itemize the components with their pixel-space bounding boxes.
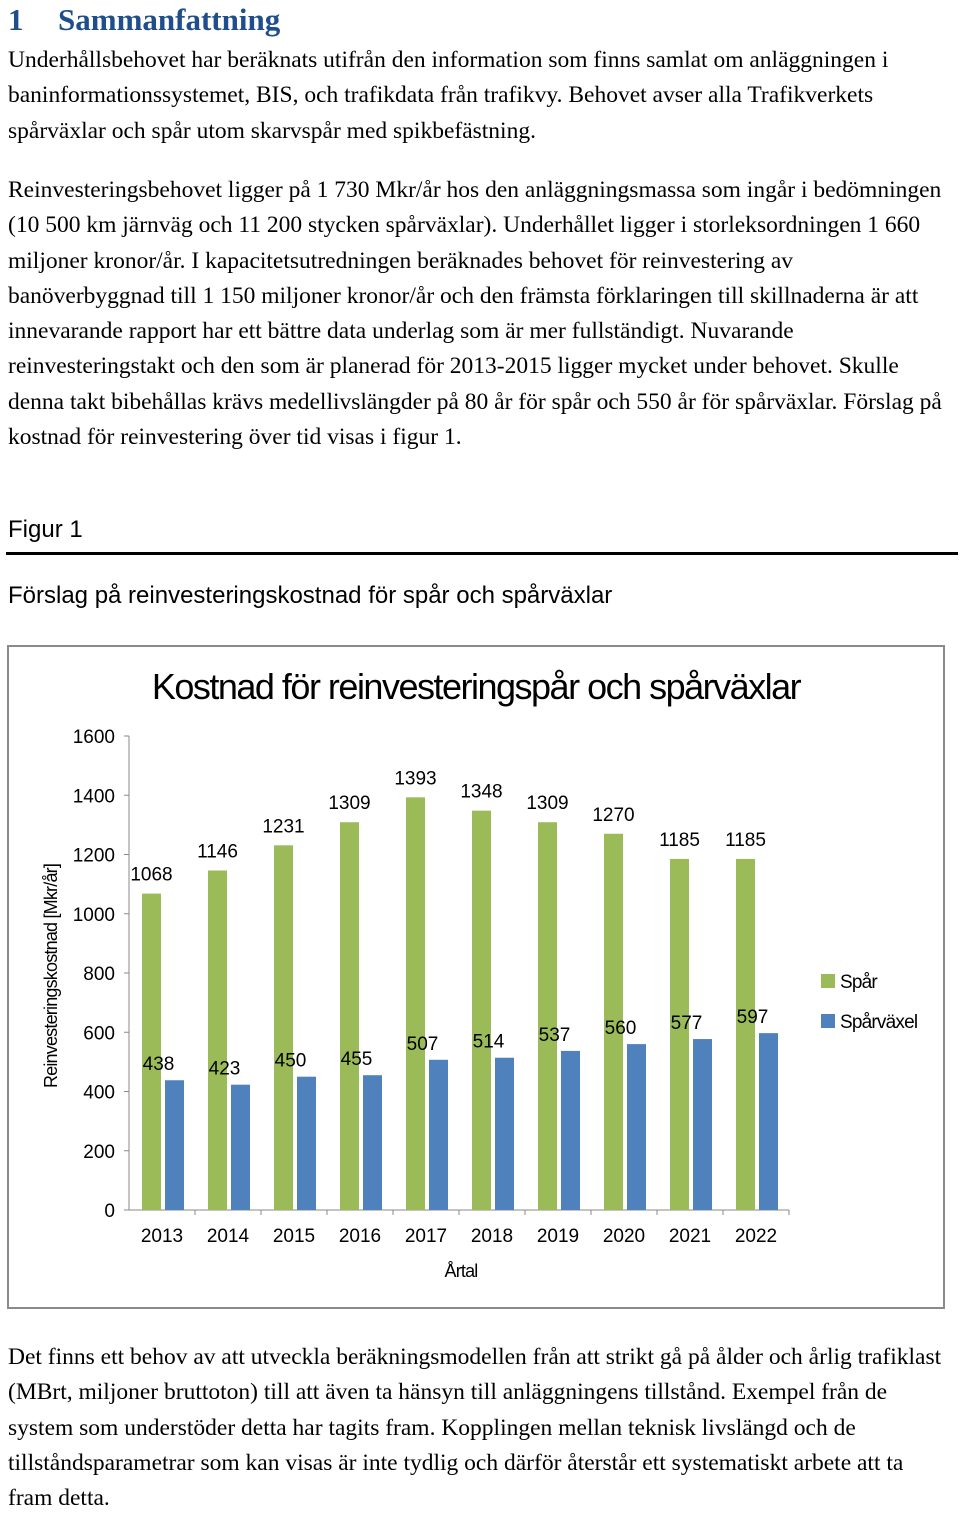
bar-chart bbox=[9, 647, 943, 1307]
y-tick-label: 1400 bbox=[72, 786, 115, 808]
legend-swatch-sparvaxel bbox=[821, 1014, 835, 1028]
bar-sparvaxel bbox=[297, 1077, 316, 1210]
x-tick-label: 2014 bbox=[206, 1226, 250, 1247]
data-label-spar: 1146 bbox=[197, 841, 238, 863]
section-title: Sammanfattning bbox=[58, 2, 281, 37]
bar-spar bbox=[208, 870, 227, 1210]
data-label-sparvaxel: 450 bbox=[274, 1050, 307, 1072]
bar-sparvaxel bbox=[759, 1033, 778, 1210]
data-label-spar: 1231 bbox=[262, 816, 305, 838]
figure-caption: Förslag på reinvesteringskostnad för spår och spårväxlar bbox=[8, 582, 613, 609]
y-tick-label: 1200 bbox=[72, 845, 115, 867]
data-label-sparvaxel: 423 bbox=[208, 1058, 241, 1080]
legend-swatch-spar bbox=[821, 974, 835, 988]
bar-sparvaxel bbox=[429, 1060, 448, 1210]
data-label-sparvaxel: 514 bbox=[472, 1031, 505, 1053]
bar-sparvaxel bbox=[495, 1058, 514, 1210]
section-number: 1 bbox=[8, 2, 24, 37]
bar-sparvaxel bbox=[165, 1080, 184, 1210]
x-tick-label: 2020 bbox=[602, 1226, 646, 1247]
bar-spar bbox=[736, 859, 755, 1210]
chart-title: Kostnad för reinvesteringspår och spårväxlar bbox=[151, 666, 801, 707]
bar-spar bbox=[274, 845, 293, 1210]
bar-sparvaxel bbox=[561, 1051, 580, 1210]
y-tick-label: 1000 bbox=[72, 904, 115, 926]
bar-sparvaxel bbox=[363, 1075, 382, 1210]
data-label-sparvaxel: 597 bbox=[736, 1007, 769, 1029]
data-label-spar: 1068 bbox=[130, 864, 173, 886]
bar-sparvaxel bbox=[627, 1044, 646, 1210]
data-label-sparvaxel: 507 bbox=[406, 1033, 439, 1055]
paragraph-model-development: Det finns ett behov av att utveckla beräkningsmodellen från att strikt gå på ålder och årlig trafiklast (MBrt, miljoner bruttoton) till att även ta hänsyn till anläggningens tillstånd. Exempel från de system som understöder detta har tagits fram. Kopplingen mellan teknisk livslängd och de tillståndsparametrar som kan visas är inte tydlig och därför återstår ett systematiskt arbete att ta fram detta. bbox=[8, 1344, 942, 1512]
data-label-spar: 1309 bbox=[526, 793, 569, 815]
y-tick-label: 800 bbox=[83, 964, 115, 985]
y-tick-label: 600 bbox=[83, 1023, 115, 1045]
paragraph-reinvestment: Reinvesteringsbehovet ligger på 1 730 Mkr/år hos den anläggningsmassa som ingår i bedömningen (10 500 km järnväg och 11 200 stycken spårväxlar). Underhållet ligger i storleksordningen 1 660 miljoner kronor/år. I kapacitetsutredningen beräknades behovet för reinvestering av banöverbyggnad till 1 150 miljoner kronor/år och den främsta förklaringen till skillnaderna är att innevarande rapport har ett bättre data underlag som är mer fullständigt. Nuvarande reinvesteringstakt och den som är planerad för 2013-2015 ligger mycket under behovet. Skulle denna takt bibehållas krävs medellivslängder på 80 år för spår och 550 år för spårväxlar. Förslag på kostnad för reinvestering över tid visas i figur 1. bbox=[8, 177, 942, 451]
data-label-sparvaxel: 577 bbox=[670, 1013, 703, 1035]
x-axis-label: Årtal bbox=[444, 1261, 478, 1281]
x-tick-label: 2017 bbox=[404, 1226, 448, 1247]
x-tick-label: 2015 bbox=[272, 1226, 316, 1247]
bar-spar bbox=[142, 894, 161, 1210]
data-label-sparvaxel: 438 bbox=[142, 1054, 175, 1076]
figure-divider bbox=[6, 552, 958, 555]
data-label-sparvaxel: 560 bbox=[604, 1018, 637, 1040]
bar-sparvaxel bbox=[231, 1085, 250, 1210]
data-label-spar: 1309 bbox=[328, 793, 371, 815]
data-label-sparvaxel: 455 bbox=[340, 1049, 373, 1071]
y-tick-label: 1600 bbox=[72, 727, 115, 748]
bar-spar bbox=[406, 797, 425, 1210]
y-tick-label: 200 bbox=[83, 1141, 115, 1163]
legend-label-sparvaxel: Spårväxel bbox=[840, 1012, 918, 1033]
data-label-spar: 1185 bbox=[725, 829, 766, 851]
bar-spar bbox=[340, 822, 359, 1210]
y-tick-label: 0 bbox=[104, 1201, 115, 1222]
section-heading bbox=[8, 2, 280, 38]
x-tick-label: 2019 bbox=[536, 1226, 580, 1247]
data-label-spar: 1270 bbox=[592, 804, 635, 826]
figure-label: Figur 1 bbox=[8, 516, 83, 543]
chart-frame bbox=[7, 645, 945, 1309]
x-tick-label: 2022 bbox=[734, 1226, 778, 1247]
bar-spar bbox=[670, 859, 689, 1210]
x-tick-label: 2021 bbox=[668, 1226, 712, 1247]
paragraph-intro: Underhållsbehovet har beräknats utifrån den information som finns samlat om anläggningen i baninformationssystemet, BIS, och trafikdata från trafikvy. Behovet avser alla Trafikverkets spårväxlar och spår utom skarvspår med spikbefästning. bbox=[8, 47, 889, 144]
x-tick-label: 2016 bbox=[338, 1226, 382, 1247]
bar-spar bbox=[472, 811, 491, 1210]
x-tick-label: 2018 bbox=[470, 1226, 514, 1247]
bar-sparvaxel bbox=[693, 1039, 712, 1210]
legend-label-spar: Spår bbox=[840, 972, 877, 993]
data-label-spar: 1185 bbox=[659, 829, 700, 851]
data-label-spar: 1348 bbox=[460, 781, 503, 803]
x-tick-label: 2013 bbox=[140, 1226, 184, 1247]
bar-spar bbox=[538, 822, 557, 1210]
data-label-sparvaxel: 537 bbox=[538, 1024, 571, 1046]
y-tick-label: 400 bbox=[83, 1082, 115, 1104]
y-axis-label: Reinvesteringskostnad [Mkr/år] bbox=[41, 863, 61, 1089]
data-label-spar: 1393 bbox=[394, 768, 437, 790]
